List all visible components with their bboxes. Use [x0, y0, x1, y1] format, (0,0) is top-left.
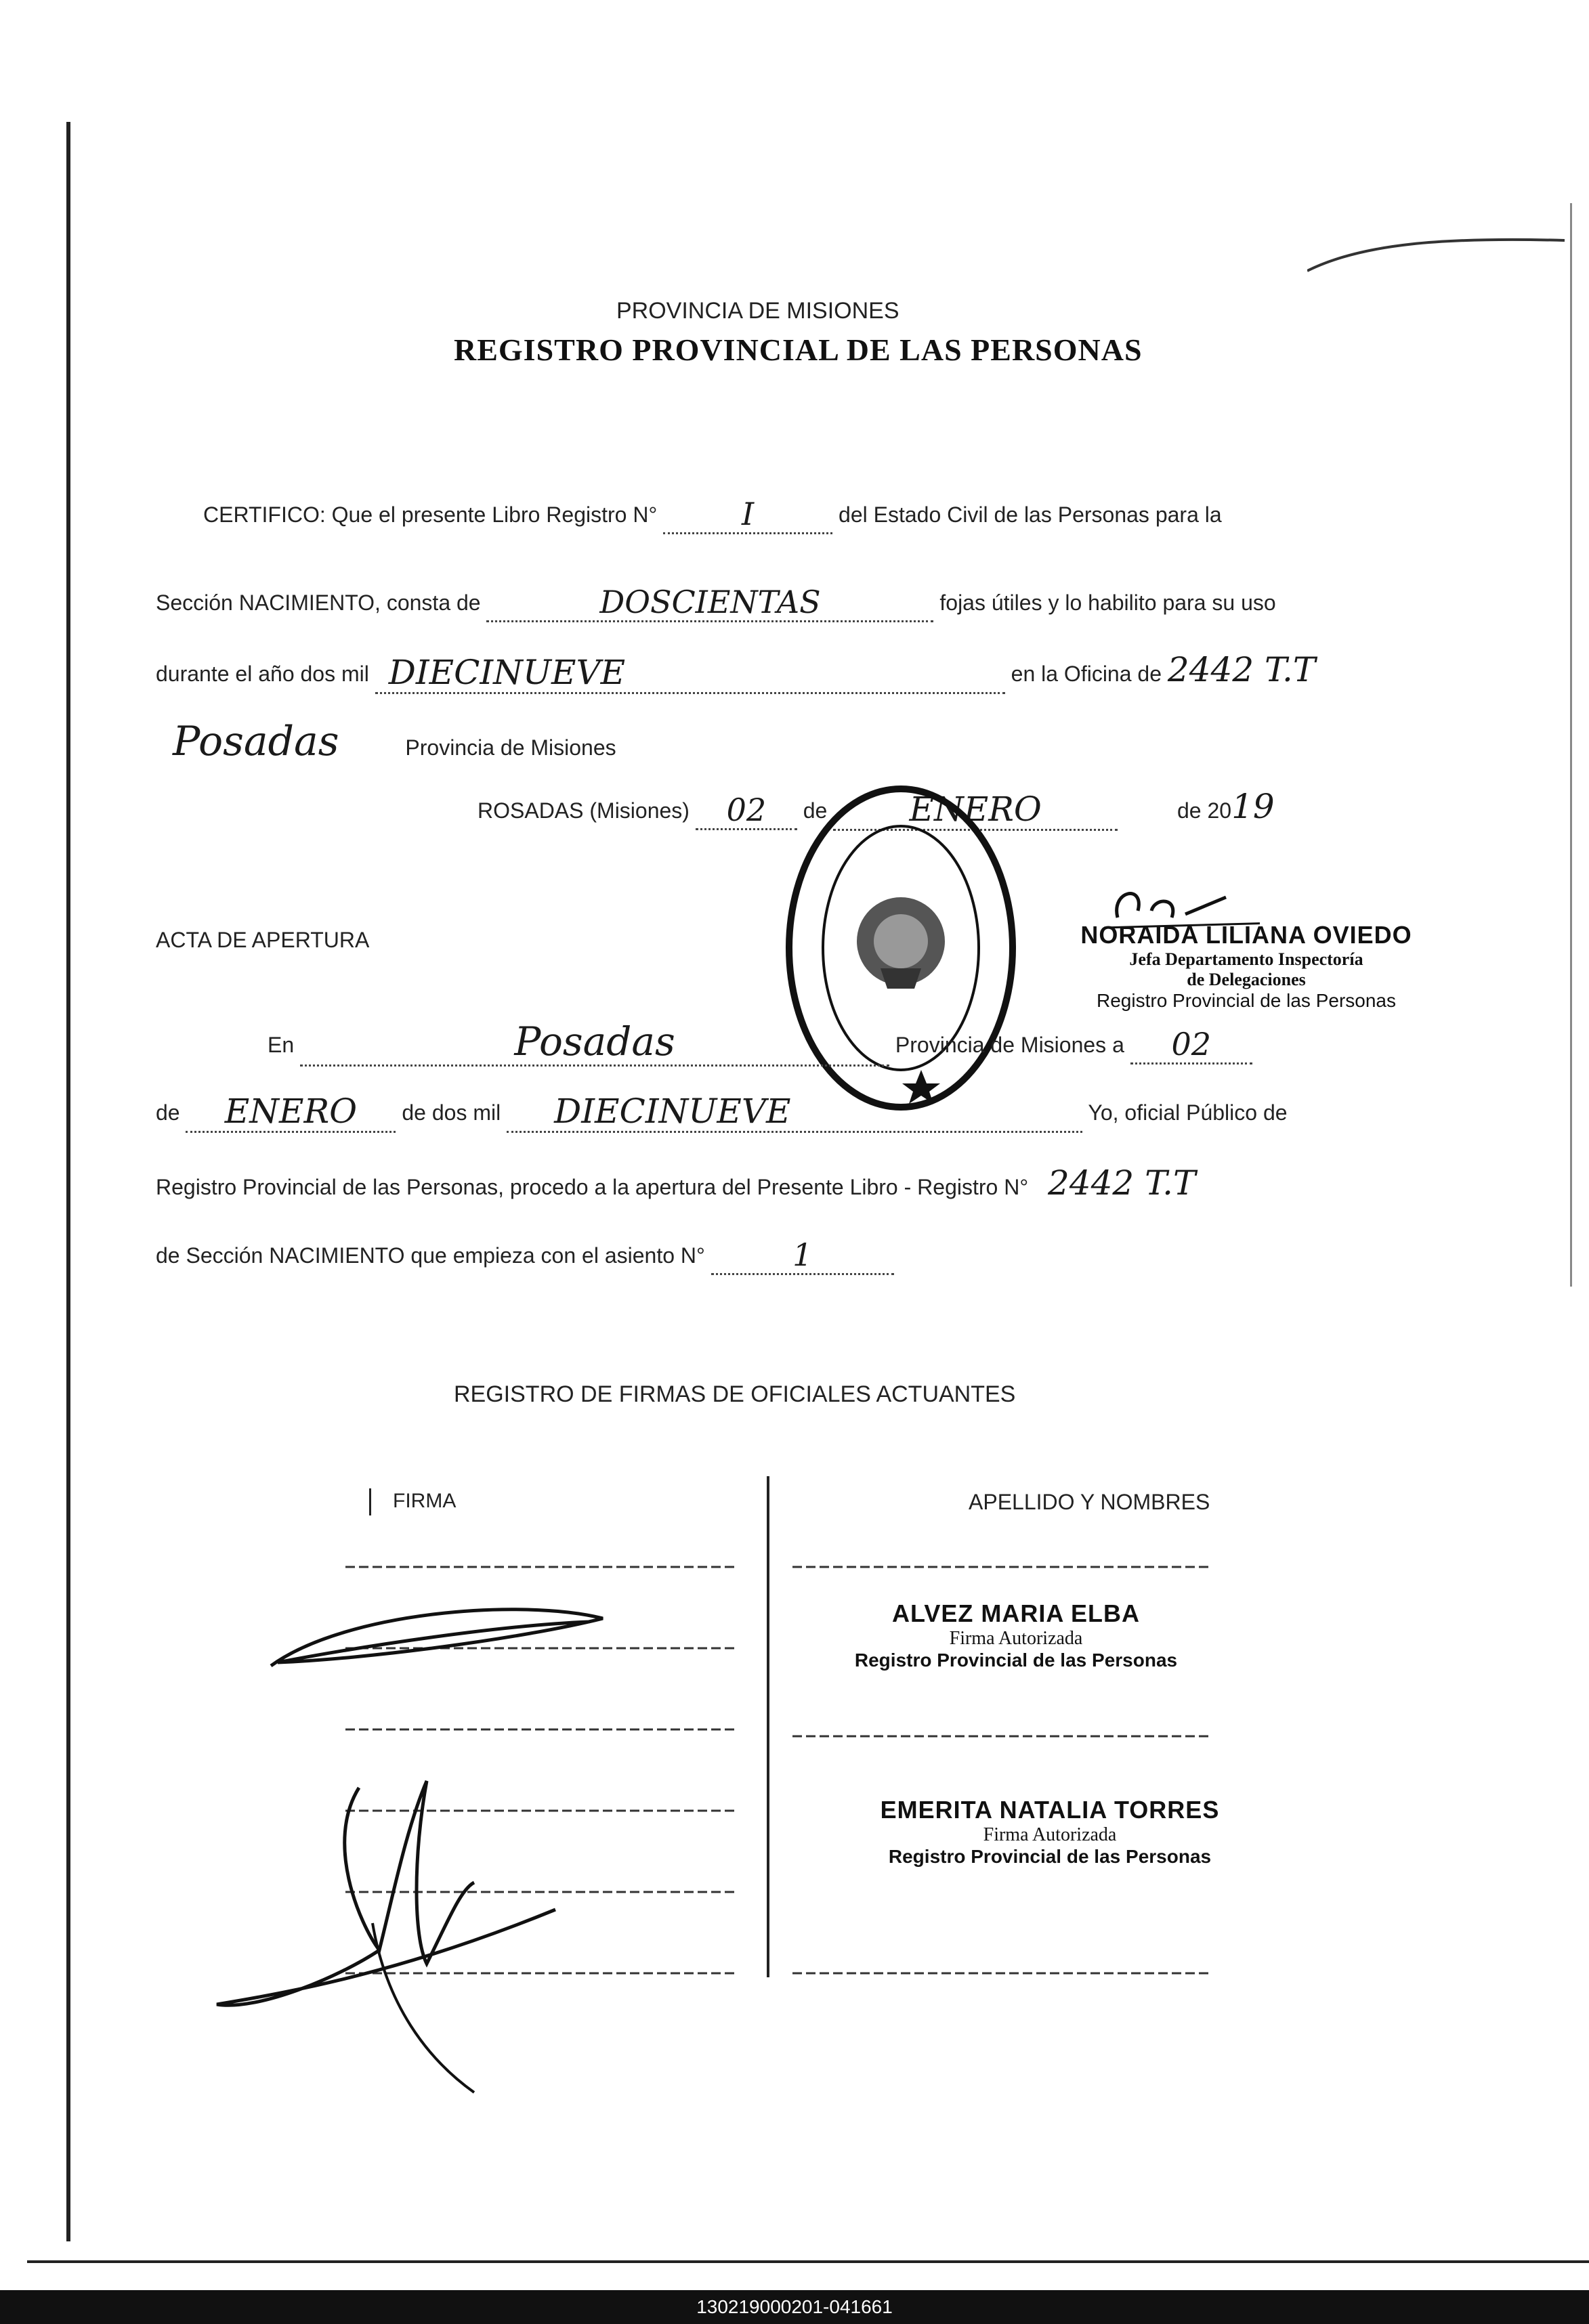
jefa-stamp-block: [1070, 921, 1422, 1012]
firmas-col-left-border: [369, 1488, 371, 1515]
officer-2-role: Firma Autorizada: [983, 1824, 1117, 1845]
acta-line2-text-c: Yo, oficial Público de: [1088, 1100, 1288, 1125]
cert-day: 02: [726, 792, 767, 828]
scan-mark-top: [1307, 230, 1565, 284]
acta-year: DIECINUEVE: [554, 1092, 791, 1131]
firmas-title: REGISTRO DE FIRMAS DE OFICIALES ACTUANTES: [454, 1381, 1016, 1407]
cert-line2-text-b: fojas útiles y lo habilito para su uso: [939, 590, 1276, 615]
jefa-name: NORAIDA LILIANA OVIEDO: [1080, 921, 1412, 949]
cert-year-prefix: de 20: [1177, 798, 1232, 823]
officer-1-name: ALVEZ MARIA ELBA: [892, 1599, 1140, 1627]
acta-line3-text: Registro Provincial de las Personas, procedo a la apertura del Presente Libro - Registro N°: [156, 1175, 1029, 1199]
officer-2-name: EMERITA NATALIA TORRES: [880, 1796, 1220, 1824]
officer-1-role: Firma Autorizada: [949, 1628, 1083, 1649]
acta-en: En: [268, 1033, 295, 1057]
signature-1: [264, 1598, 616, 1683]
acta-libro-number: 2442 T.T: [1048, 1163, 1196, 1203]
jefa-org: Registro Provincial de las Personas: [1097, 990, 1396, 1011]
officer-2-block: [860, 1796, 1240, 1868]
cert-line2-text-a: Sección NACIMIENTO, consta de: [156, 590, 481, 615]
cert-year-suffix: 19: [1231, 787, 1275, 826]
cert-line3-text-a: durante el año dos mil: [156, 662, 369, 686]
acta-line2: [156, 1089, 1288, 1130]
signature-2: [203, 1720, 582, 2103]
acta-day: 02: [1171, 1026, 1212, 1062]
acta-month: ENERO: [224, 1092, 358, 1131]
firmas-col-divider: [767, 1476, 769, 1977]
cert-fojas-count: DOSCIENTAS: [599, 584, 821, 620]
cert-year-value: DIECINUEVE: [388, 653, 626, 692]
acta-line2-text-b: de dos mil: [402, 1100, 501, 1125]
acta-asiento: 1: [792, 1236, 813, 1273]
cert-line2: [156, 581, 1276, 620]
acta-city: Posadas: [514, 1018, 675, 1064]
scan-bottom-line: [27, 2260, 1589, 2263]
cert-month: ENERO: [909, 790, 1042, 829]
officer-1-block: [840, 1599, 1192, 1671]
jefa-role-2: de Delegaciones: [1187, 970, 1306, 989]
cert-line3: [156, 650, 1315, 691]
scan-right-border: [1570, 203, 1572, 1287]
acta-line3: [156, 1163, 1195, 1203]
cert-place: ROSADAS (Misiones): [478, 798, 690, 823]
official-stamp: [779, 779, 1023, 1117]
header-province: PROVINCIA DE MISIONES: [616, 298, 899, 324]
cert-line1: [203, 493, 1222, 532]
cert-line1-text-b: del Estado Civil de las Personas para la: [839, 502, 1222, 527]
acta-line4-text: de Sección NACIMIENTO que empieza con el asiento N°: [156, 1243, 705, 1268]
jefa-role: Jefa Departamento Inspectoría: [1129, 949, 1363, 969]
cert-line4-text-b: Provincia de Misiones: [405, 735, 616, 760]
acta-line4: [156, 1234, 894, 1272]
firmas-col-firma: FIRMA: [393, 1490, 457, 1512]
footer-code: 130219000201-041661: [0, 2290, 1589, 2324]
acta-de: de: [156, 1100, 180, 1125]
acta-line1-text-b: Provincia de Misiones a: [895, 1033, 1124, 1057]
cert-office-value: 2442 T.T: [1167, 650, 1316, 689]
header-registry: REGISTRO PROVINCIAL DE LAS PERSONAS: [454, 332, 1143, 367]
cert-city-value: Posadas: [173, 718, 339, 765]
cert-de: de: [803, 798, 828, 823]
acta-line1: [268, 1016, 1252, 1064]
scan-left-border: [66, 122, 70, 2241]
firmas-col-nombres: APELLIDO Y NOMBRES: [969, 1490, 1210, 1514]
cert-libro-number: I: [742, 496, 755, 532]
officer-1-org: Registro Provincial de las Personas: [854, 1650, 1178, 1671]
officer-2-org: Registro Provincial de las Personas: [888, 1846, 1212, 1867]
cert-line1-text-a: CERTIFICO: Que el presente Libro Registro N°: [203, 502, 658, 527]
acta-title: ACTA DE APERTURA: [156, 928, 370, 952]
cert-line3-text-b: en la Oficina de: [1011, 662, 1162, 686]
cert-line4: [173, 718, 616, 765]
